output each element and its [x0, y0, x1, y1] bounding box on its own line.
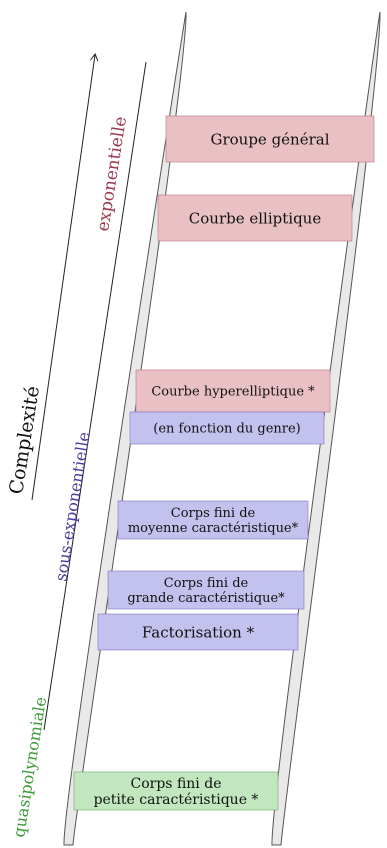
rung-corps-fini-grande: [108, 571, 304, 609]
rung-label-corps-fini-petite-line1: Corps fini de: [130, 775, 222, 792]
rung-factorisation: [98, 614, 298, 650]
rung-corps-fini-moyenne: [118, 501, 308, 539]
rung-label-factorisation: Factorisation *: [141, 623, 255, 642]
band-label-exponentielle: exponentielle: [93, 115, 132, 233]
rung-courbe-elliptique: [158, 195, 352, 241]
rung-groupe-general: [166, 116, 374, 162]
rung-corps-fini-petite: [74, 772, 278, 810]
rung-label-corps-fini-grande-line2: grande caractéristique*: [127, 591, 285, 607]
rung-en-fonction-du-genre: [130, 412, 324, 444]
rung-label-courbe-elliptique: Courbe elliptique: [188, 209, 322, 228]
rung-courbe-hyperelliptique: [136, 370, 330, 412]
rung-label-corps-fini-moyenne-line1: Corps fini de: [170, 506, 256, 522]
rung-label-groupe-general: Groupe général: [210, 130, 330, 149]
rung-label-corps-fini-petite-line2: petite caractéristique *: [93, 791, 259, 808]
rung-label-en-fonction-du-genre: (en fonction du genre): [153, 421, 301, 437]
complexity-axis-title: Complexité: [5, 384, 45, 496]
rung-label-corps-fini-grande-line1: Corps fini de: [163, 576, 249, 592]
band-label-quasipolynomiale: quasipolynomiale: [9, 695, 51, 839]
rung-label-corps-fini-moyenne-line2: moyenne caractéristique*: [127, 521, 299, 537]
band-label-sous-exponentielle: sous-exponentielle: [51, 430, 94, 583]
rung-label-courbe-hyperelliptique: Courbe hyperelliptique *: [151, 384, 315, 400]
